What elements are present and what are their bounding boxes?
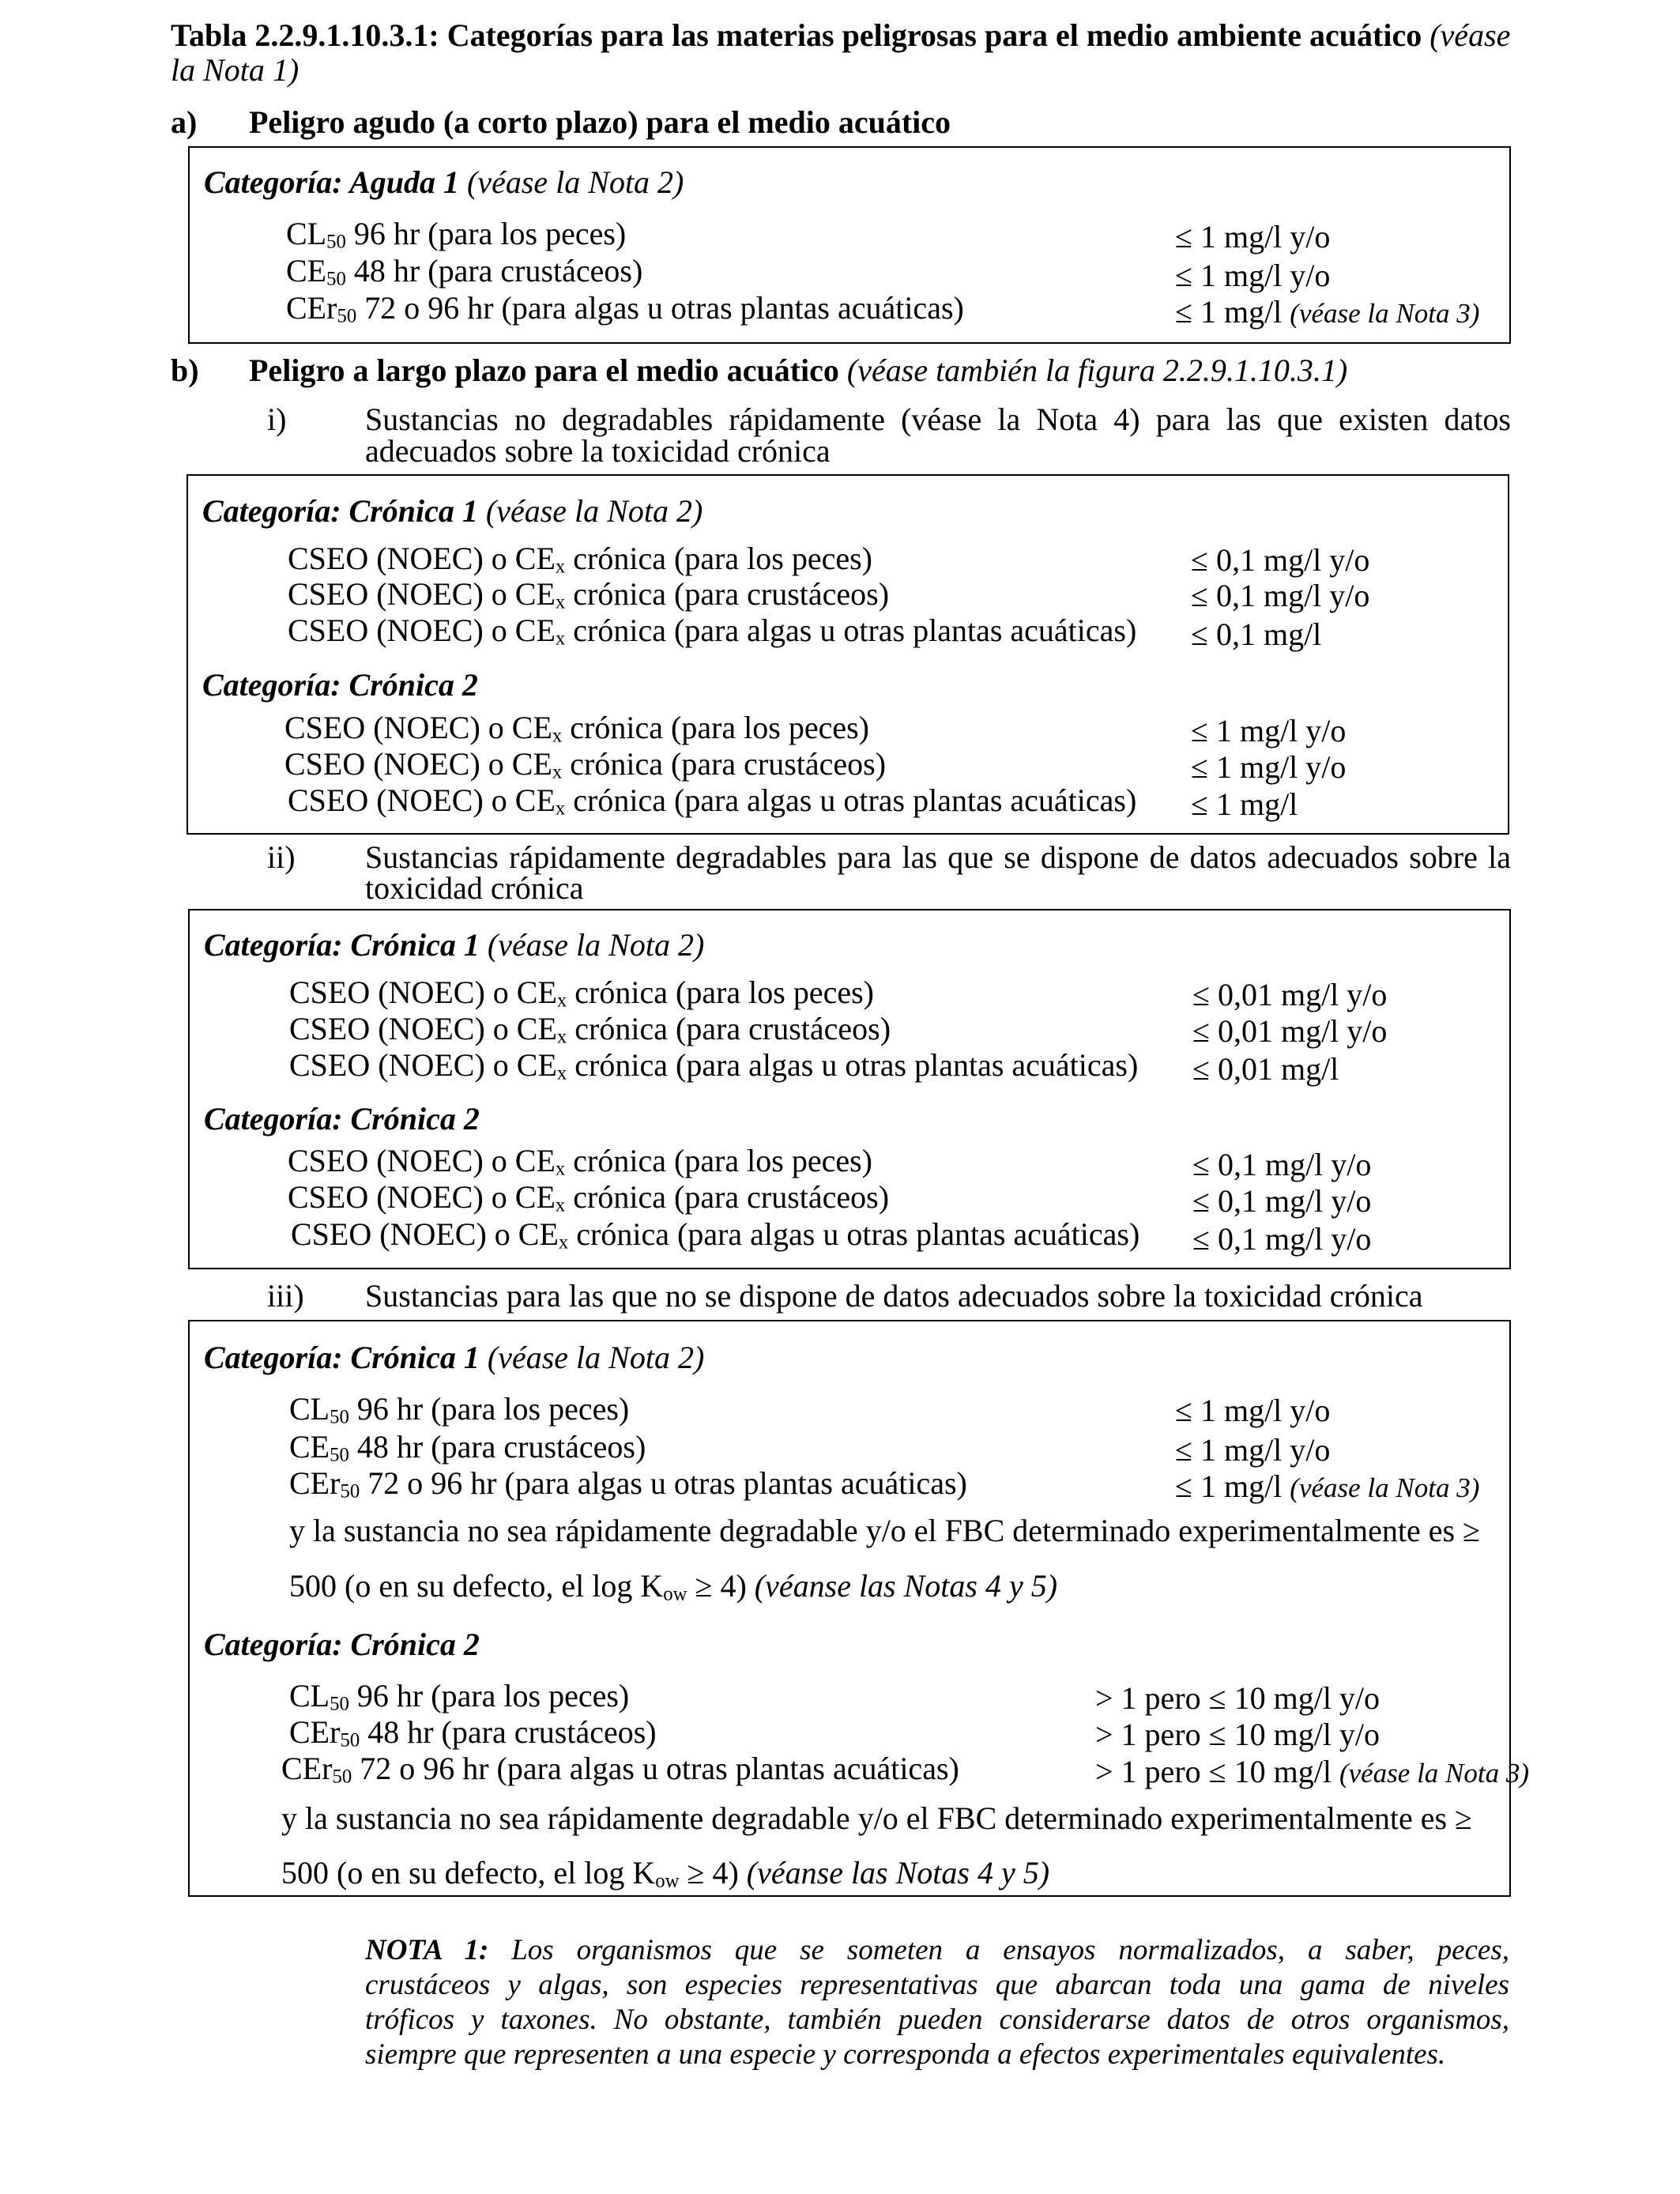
category-heading: Categoría: Crónica 2 — [202, 667, 478, 703]
condition-line: 500 (o en su defecto, el $\log K_{ow} \ge 4$) (véanse las Notas 4 y 5) — [289, 1568, 1058, 1605]
category-heading: Categoría: Crónica 2 — [204, 1627, 480, 1662]
criteria-value: > 1 pero ≤ 10 mg/l y/o — [1095, 1717, 1381, 1752]
criteria-row: CSEO (NOEC) o $CE_x$ crónica (para crustáceos) — [284, 746, 887, 783]
condition-line: y la sustancia no sea rápidamente degradable y/o el FBC determinado experimentalmente es ≥ — [289, 1513, 1480, 1548]
criteria-row: CSEO (NOEC) o $CE_x$ crónica (para algas u otras plantas acuáticas) — [288, 613, 1137, 650]
condition-line: y la sustancia no sea rápidamente degradable y/o el FBC determinado experimentalmente es ≥ — [281, 1800, 1472, 1836]
criteria-value: > 1 pero ≤ 10 mg/l y/o — [1095, 1680, 1381, 1716]
criteria-row: CSEO (NOEC) o $CE_x$ crónica (para crustáceos) — [288, 1179, 890, 1216]
sub-iii-marker: iii) — [267, 1278, 304, 1314]
criteria-row: CEr$_{50}$ 72 o 96 hr (para algas u otras plantas acuáticas) — [286, 290, 964, 327]
criteria-value: ≤ 0,01 mg/l y/o — [1192, 1013, 1388, 1049]
criteria-value: ≤ 1 mg/l y/o — [1175, 258, 1331, 293]
section-b-heading: Peligro a largo plazo para el medio acuático (véase también la figura 2.2.9.1.10.3.1) — [249, 352, 1348, 388]
criteria-row: $CE_{50}$ 48 hr (para crustáceos) — [289, 1429, 646, 1466]
table-title: Tabla 2.2.9.1.10.3.1: Categorías para las materias peligrosas para el medio ambiente acuático (véase — [171, 17, 1511, 53]
condition-line: 500 (o en su defecto, el $\log K_{ow} \ge 4$) (véanse las Notas 4 y 5) — [281, 1855, 1050, 1892]
note-1-line: tróficos y taxones. No obstante, también pueden considerarse datos de otros organismos, — [365, 2004, 1509, 2036]
criteria-value: ≤ 0,01 mg/l y/o — [1192, 977, 1388, 1012]
criteria-value: > 1 pero ≤ 10 mg/l (véase la Nota 3) — [1095, 1754, 1530, 1789]
criteria-value: ≤ 1 mg/l y/o — [1175, 1432, 1331, 1468]
criteria-value: ≤ 0,1 mg/l y/o — [1192, 1183, 1372, 1219]
criteria-row: CSEO (NOEC) o $CE_x$ crónica (para algas u otras plantas acuáticas) — [289, 1047, 1139, 1084]
criteria-row: CEr$_{50}$ 72 o 96 hr (para algas u otras plantas acuáticas) — [289, 1465, 967, 1502]
criteria-row: $CL_{50}$ 96 hr (para los peces) — [289, 1391, 630, 1428]
criteria-value: ≤ 1 mg/l (véase la Nota 3) — [1175, 1468, 1480, 1504]
sub-iii-text: Sustancias para las que no se dispone de datos adecuados sobre la toxicidad crónica — [365, 1278, 1423, 1314]
sub-ii-marker: ii) — [267, 839, 296, 875]
criteria-value: ≤ 0,1 mg/l — [1191, 616, 1322, 652]
criteria-row: CSEO (NOEC) o $CE_x$ crónica (para algas u otras plantas acuáticas) — [288, 782, 1137, 820]
criteria-value: ≤ 1 mg/l y/o — [1191, 749, 1347, 785]
sub-ii-text-line2: toxicidad crónica — [365, 870, 584, 906]
sub-i-text-line2: adecuados sobre la toxicidad crónica — [365, 433, 831, 469]
criteria-row: $CE_{50}$ 48 hr (para crustáceos) — [286, 253, 643, 290]
criteria-row: CSEO (NOEC) o $CE_x$ crónica (para los peces) — [288, 1143, 872, 1180]
section-b-marker: b) — [171, 352, 199, 388]
criteria-value: ≤ 0,1 mg/l y/o — [1191, 578, 1370, 613]
criteria-row: CEr$_{50}$ 48 hr (para crustáceos) — [289, 1714, 657, 1751]
criteria-row: CSEO (NOEC) o $CE_x$ crónica (para los peces) — [288, 541, 872, 578]
sub-ii-text-line1: Sustancias rápidamente degradables para las que se dispone de datos adecuados sobre la — [365, 839, 1511, 875]
note-1-line: NOTA 1: Los organismos que se someten a ensayos normalizados, a saber, peces, — [365, 1934, 1509, 1966]
criteria-row: $CL_{50}$ 96 hr (para los peces) — [289, 1678, 630, 1715]
category-heading: Categoría: Crónica 1 (véase la Nota 2) — [204, 927, 705, 963]
criteria-value: ≤ 0,1 mg/l y/o — [1192, 1147, 1372, 1182]
section-a-heading: Peligro agudo (a corto plazo) para el medio acuático — [249, 104, 951, 140]
criteria-value: ≤ 1 mg/l y/o — [1175, 1393, 1331, 1428]
criteria-row: CSEO (NOEC) o $CE_x$ crónica (para los peces) — [284, 710, 869, 747]
category-heading: Categoría: Crónica 1 (véase la Nota 2) — [202, 493, 703, 529]
criteria-value: ≤ 1 mg/l — [1191, 786, 1298, 822]
criteria-value: ≤ 1 mg/l (véase la Nota 3) — [1175, 294, 1480, 330]
note-1-line: siempre que representen a una especie y corresponda a efectos experimentales equivalentes. — [365, 2038, 1446, 2071]
category-heading: Categoría: Crónica 2 — [204, 1101, 480, 1137]
criteria-row: CEr$_{50}$ 72 o 96 hr (para algas u otras plantas acuáticas) — [281, 1751, 959, 1788]
sub-i-text-line1: Sustancias no degradables rápidamente (véase la Nota 4) para las que existen datos — [365, 401, 1511, 437]
criteria-value: ≤ 0,1 mg/l y/o — [1192, 1221, 1372, 1257]
criteria-row: CSEO (NOEC) o $CE_x$ crónica (para algas u otras plantas acuáticas) — [291, 1216, 1140, 1253]
category-heading: Categoría: Aguda 1 (véase la Nota 2) — [204, 164, 684, 200]
criteria-value: ≤ 0,01 mg/l — [1192, 1051, 1339, 1087]
criteria-value: ≤ 0,1 mg/l y/o — [1191, 542, 1370, 578]
criteria-value: ≤ 1 mg/l y/o — [1175, 219, 1331, 254]
section-a-marker: a) — [171, 104, 198, 140]
criteria-value: ≤ 1 mg/l y/o — [1191, 713, 1347, 748]
criteria-row: CSEO (NOEC) o $CE_x$ crónica (para los peces) — [289, 974, 874, 1012]
note-1-line: crustáceos y algas, son especies representativas que abarcan toda una gama de niveles — [365, 1969, 1509, 2001]
category-heading: Categoría: Crónica 1 (véase la Nota 2) — [204, 1340, 705, 1375]
criteria-row: CSEO (NOEC) o $CE_x$ crónica (para crustáceos) — [289, 1011, 891, 1048]
note-1 — [365, 1933, 1509, 2072]
sub-i-marker: i) — [267, 401, 287, 437]
criteria-row: CSEO (NOEC) o $CE_x$ crónica (para crustáceos) — [288, 576, 890, 613]
table-title-continuation: la Nota 1) — [171, 52, 299, 88]
criteria-row: $CL_{50}$ 96 hr (para los peces) — [286, 216, 627, 253]
